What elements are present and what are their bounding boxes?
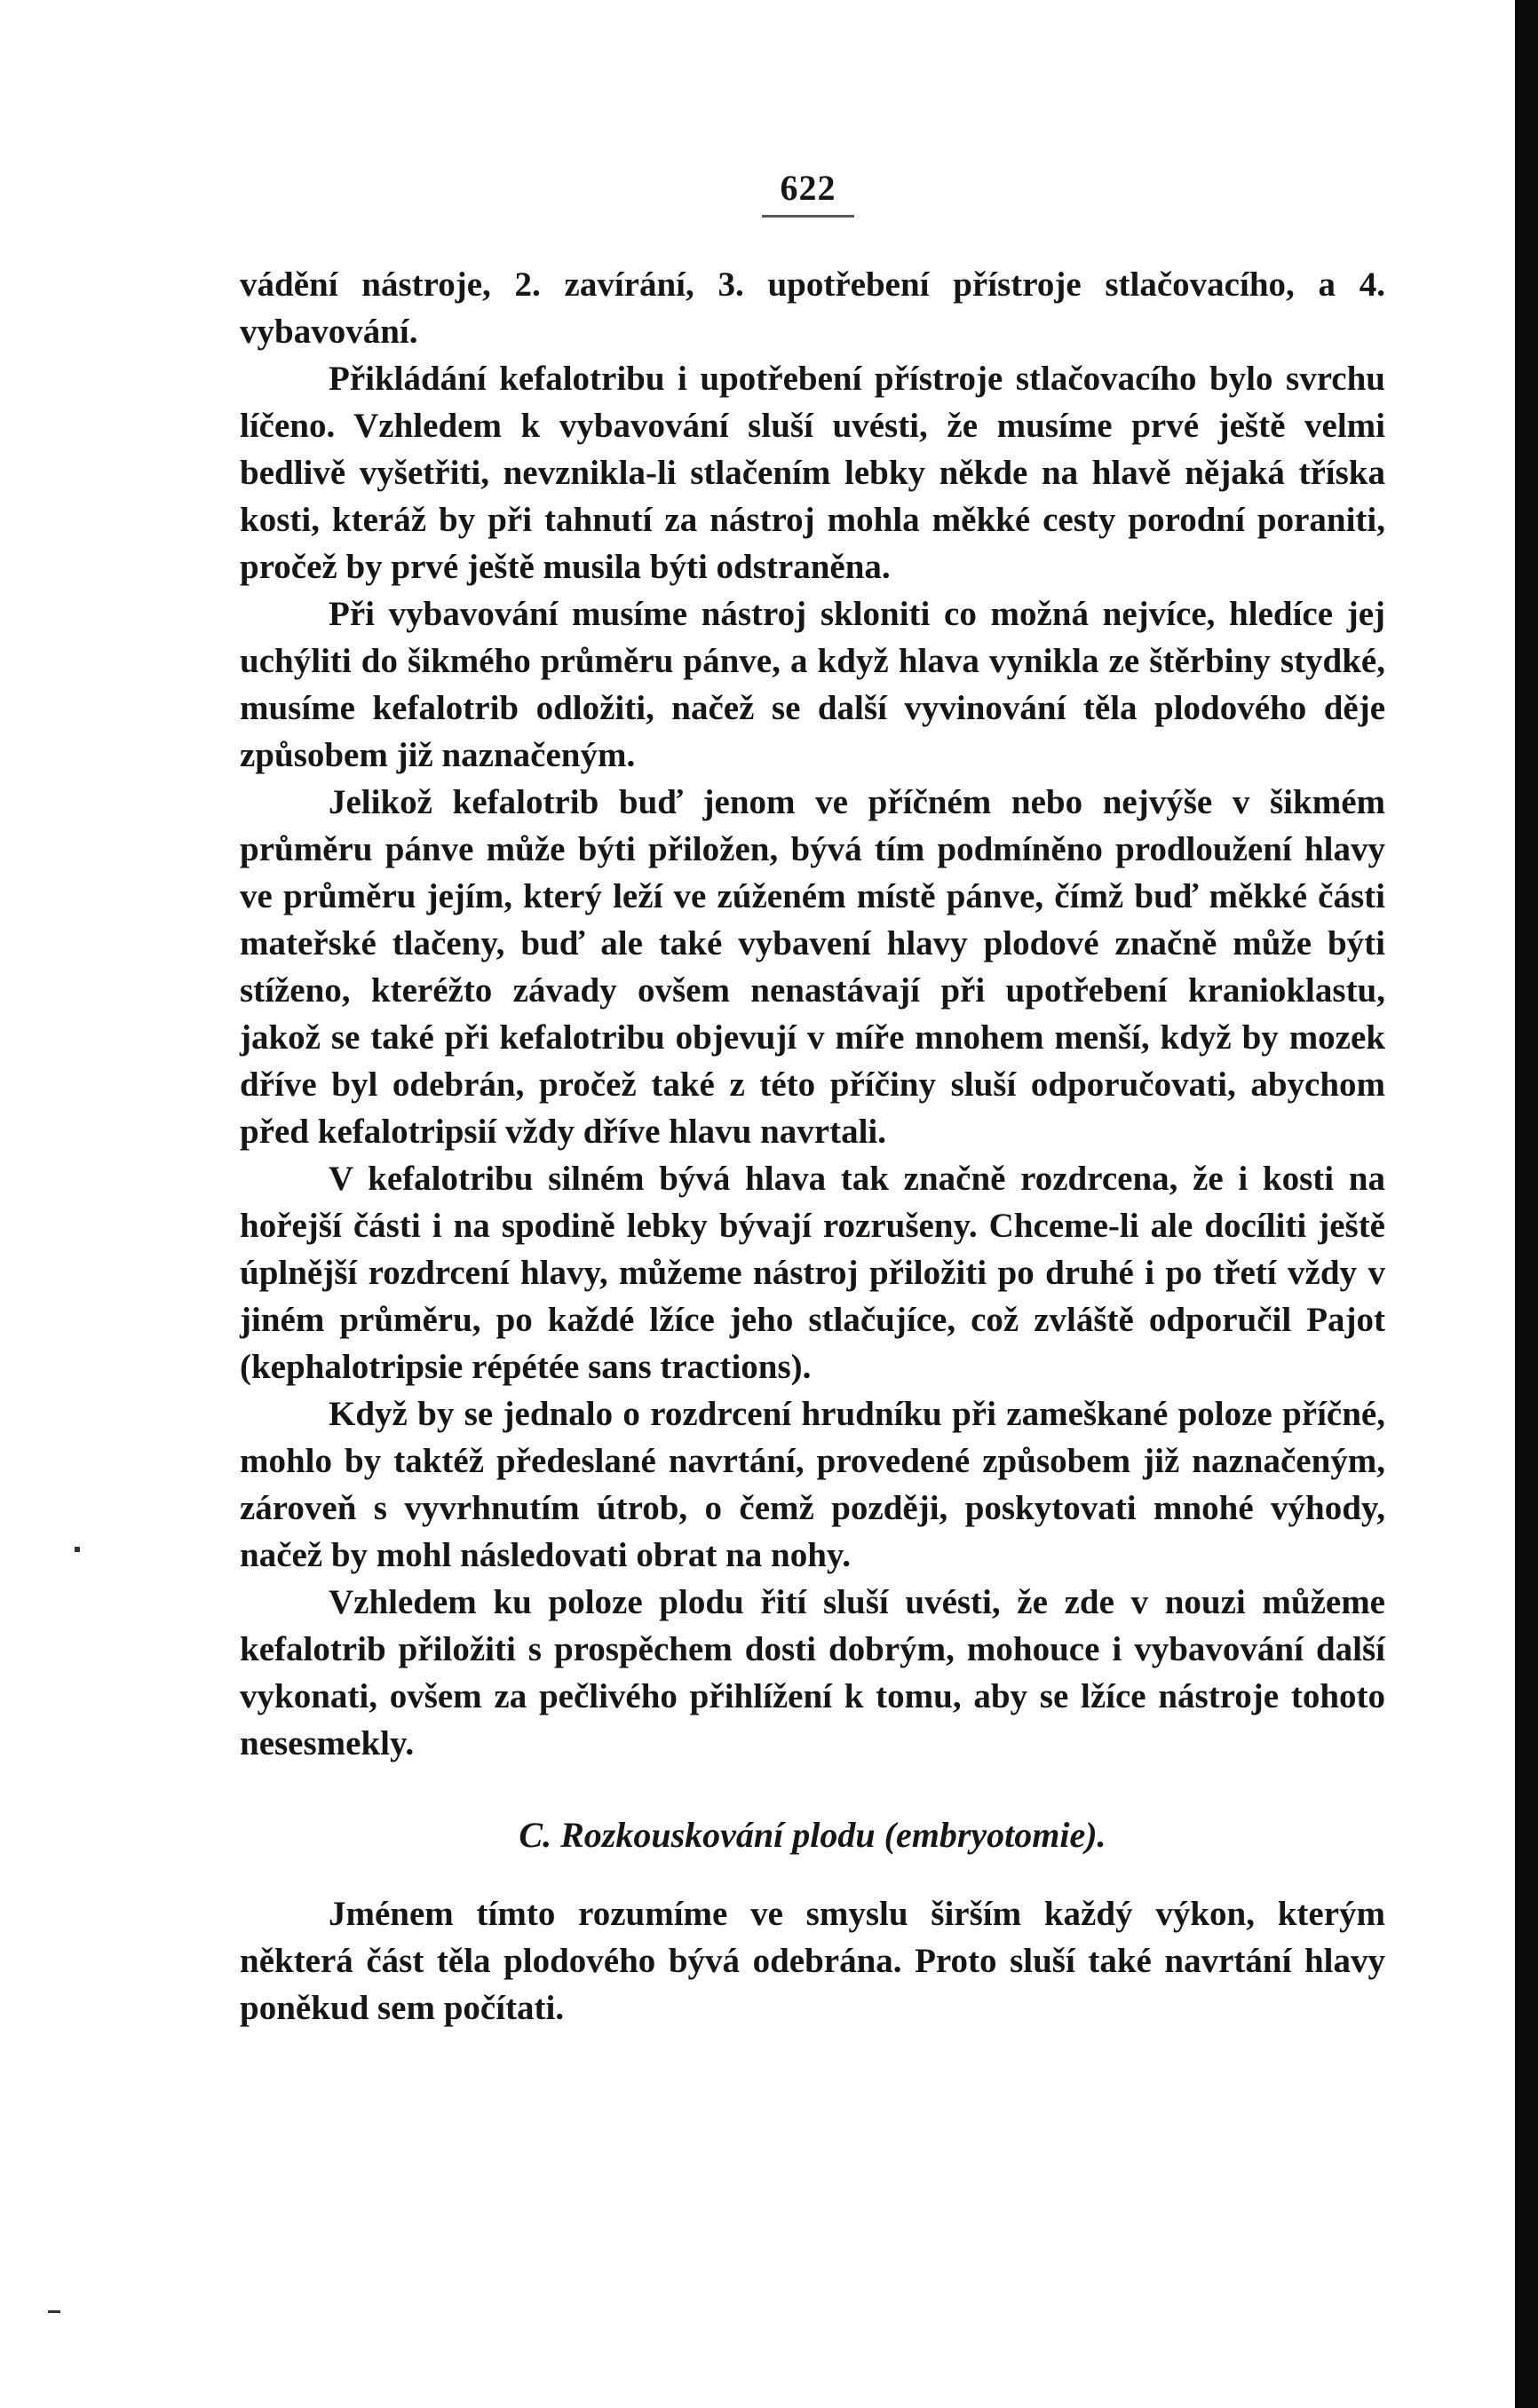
page-number: 622 — [780, 168, 836, 208]
paragraph: Vzhledem ku poloze plodu řití sluší uvésti, že zde v nouzi můžeme kefalotrib přiložiti s prospěchem dosti dobrým, mohouce i vybavování další vykonati, ovšem za pečlivého přihlížení k tomu, aby se lžíce nástroje tohoto nesesmekly. — [240, 1583, 1385, 1762]
paragraph: Přikládání kefalotribu i upotřebení přístroje stlačovacího bylo svrchu líčeno. Vzhledem k vybavování sluší uvésti, že musíme prvé ještě velmi bedlivě vyšetřiti, nevznikla-li stlačením lebky někde na hlavě nějaká tříska kosti, kteráž by při tahnutí za nástroj mohla měkké cesty porodní poraniti, pročež by prvé ještě musila býti odstraněna. — [240, 360, 1385, 586]
scan-speck — [75, 1547, 80, 1552]
section-heading: C. Rozkouskování plodu (embryotomie). — [519, 1815, 1106, 1855]
paragraph: Když by se jednalo o rozdrcení hrudníku při zameškané poloze příčné, mohlo by taktéž předeslané navrtání, provedené způsobem již naznačeným, zároveň s vyvrhnutím útrob, o čemž později, poskytovati mnohé výhody, načež by mohl následovati obrat na nohy. — [240, 1395, 1385, 1574]
page-number-underline — [762, 215, 854, 218]
scan-edge-border — [1515, 0, 1538, 2408]
paragraph: Při vybavování musíme nástroj skloniti co možná nejvíce, hledíce jej uchýliti do šikmého průměru pánve, a když hlava vynikla ze štěrbiny stydké, musíme kefalotrib odložiti, načež se další vyvinování těla plodového děje způsobem již naznačeným. — [240, 595, 1385, 774]
paragraph: Jelikož kefalotrib buď jenom ve příčném nebo nejvýše v šikmém průměru pánve může býti přiložen, bývá tím podmíněno prodloužení hlavy ve průměru jejím, který leží ve zúženém místě pánve, čímž buď měkké části mateřské tlačeny, buď ale také vybavení hlavy plodové značně může býti stíženo, kteréžto závady ovšem nenastávají při upotřebení kranioklastu, jakož se také při kefalotribu objevují v míře mnohem menší, když by mozek dříve byl odebrán, pročež také z této příčiny sluší odporučovati, abychom před kefalotripsií vždy dříve hlavu navrtali. — [240, 783, 1385, 1151]
paragraph: Jménem tímto rozumíme ve smyslu širším každý výkon, kterým některá část těla plodového bývá odebrána. Proto sluší také navrtání hlavy poněkud sem počítati. — [240, 1895, 1385, 2027]
body-text — [240, 261, 1385, 2032]
paragraph: vádění nástroje, 2. zavírání, 3. upotřebení přístroje stlačovacího, a 4. vybavování. — [240, 265, 1385, 351]
paragraph: V kefalotribu silném bývá hlava tak značně rozdrcena, že i kosti na hořejší části i na spodině lebky bývají rozrušeny. Chceme-li ale docíliti ještě úplnější rozdrcení hlavy, můžeme nástroj přiložiti po druhé i po třetí vždy v jiném průměru, po každé lžíce jeho stlačujíce, což zvláště odporučil Pajot (kephalotripsie répétée sans tractions). — [240, 1160, 1385, 1386]
scan-speck — [48, 2310, 60, 2313]
